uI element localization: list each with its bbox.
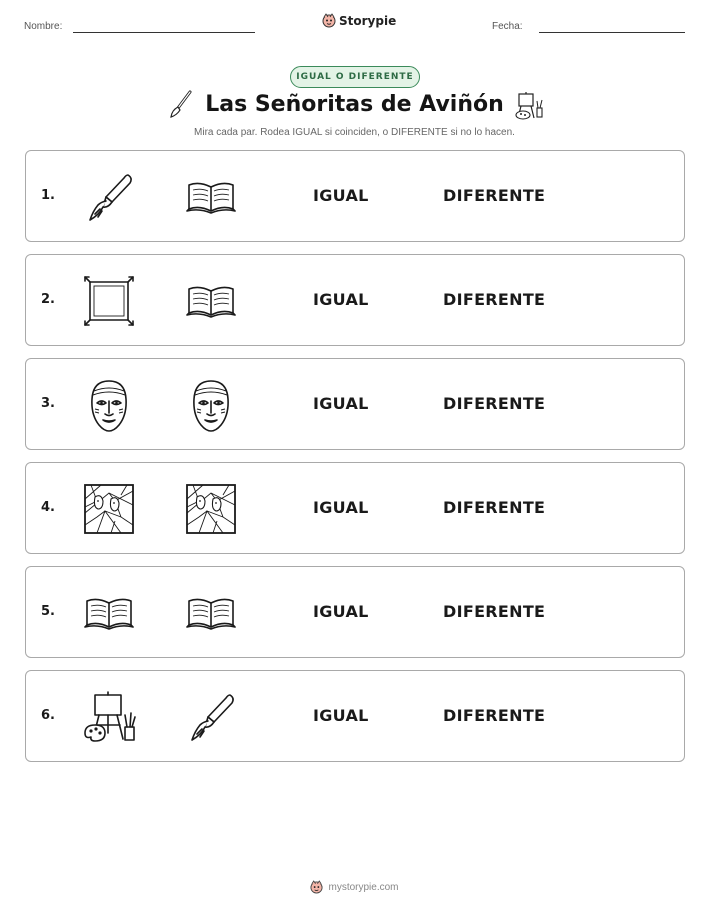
question-number: 1. (41, 188, 55, 203)
question-row-1 (25, 150, 685, 242)
question-number: 3. (41, 396, 55, 411)
option-igual[interactable]: IGUAL (313, 602, 369, 621)
tribal-mask-icon (81, 377, 137, 433)
tribal-mask-icon (183, 377, 239, 433)
storypie-mascot-icon (310, 880, 323, 895)
easel-palette-icon (81, 689, 137, 745)
question-row-3 (25, 358, 685, 450)
question-row-5 (25, 566, 685, 658)
option-diferente[interactable]: DIFERENTE (443, 290, 546, 309)
question-list (25, 150, 685, 774)
option-diferente[interactable]: DIFERENTE (443, 498, 546, 517)
brand-logo (322, 13, 396, 29)
cubist-mosaic-icon (183, 481, 239, 537)
worksheet-type-badge: IGUAL O DIFERENTE (290, 66, 420, 88)
name-label: Nombre: (24, 21, 63, 32)
footer (0, 880, 709, 895)
option-diferente[interactable]: DIFERENTE (443, 706, 546, 725)
storypie-mascot-icon (322, 13, 336, 29)
question-number: 5. (41, 604, 55, 619)
question-number: 2. (41, 292, 55, 307)
name-field[interactable] (73, 32, 255, 33)
open-book-icon (183, 273, 239, 329)
option-igual[interactable]: IGUAL (313, 706, 369, 725)
open-book-icon (183, 169, 239, 225)
option-diferente[interactable]: DIFERENTE (443, 602, 546, 621)
question-row-2 (25, 254, 685, 346)
question-number: 6. (41, 708, 55, 723)
footer-url: mystorypie.com (328, 882, 399, 893)
date-field[interactable] (539, 32, 685, 33)
option-igual[interactable]: IGUAL (313, 290, 369, 309)
canvas-frame-icon (81, 273, 137, 329)
question-row-6 (25, 670, 685, 762)
question-number: 4. (41, 500, 55, 515)
option-igual[interactable]: IGUAL (313, 186, 369, 205)
option-igual[interactable]: IGUAL (313, 498, 369, 517)
easel-title-icon (513, 90, 545, 122)
page-title: Las Señoritas de Aviñón (205, 92, 504, 117)
brand-name: Storypie (339, 14, 397, 28)
paintbrush-icon (183, 689, 239, 745)
open-book-icon (183, 585, 239, 641)
paintbrush-icon (81, 169, 137, 225)
option-diferente[interactable]: DIFERENTE (443, 394, 546, 413)
question-row-4 (25, 462, 685, 554)
instructions: Mira cada par. Rodea IGUAL si coinciden, o DIFERENTE si no lo hacen. (194, 127, 515, 138)
option-igual[interactable]: IGUAL (313, 394, 369, 413)
date-label: Fecha: (492, 21, 523, 32)
option-diferente[interactable]: DIFERENTE (443, 186, 546, 205)
cubist-mosaic-icon (81, 481, 137, 537)
open-book-icon (81, 585, 137, 641)
